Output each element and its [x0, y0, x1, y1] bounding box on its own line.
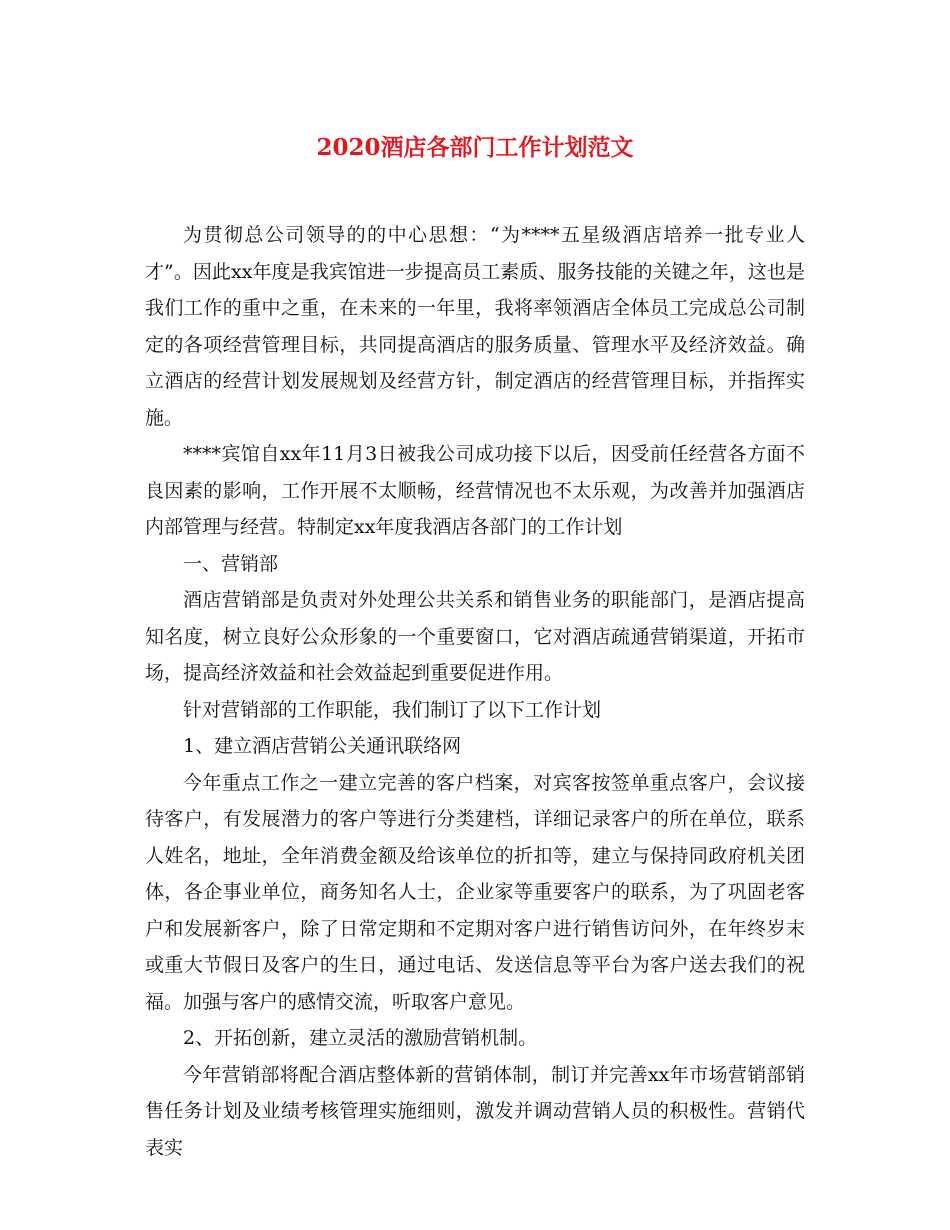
subheading-2: 2、开拓创新，建立灵活的激励营销机制。 [183, 1027, 538, 1049]
paragraph-plan-intro: 针对营销部的工作职能，我们制订了以下工作计划 [183, 698, 602, 721]
paragraph-marketing-role: 酒店营销部是负责对外处理公共关系和销售业务的职能部门，是酒店提高知名度，树立良好公众形象的一个重要窗口，它对酒店疏通营销渠道，开拓市场，提高经济效益和社会效益起到重要促进作用。 [145, 589, 805, 684]
document-body [145, 217, 805, 1166]
subheading-1: 1、建立酒店营销公关通讯联络网 [183, 735, 462, 757]
paragraph-customer-files: 今年重点工作之一建立完善的客户档案，对宾客按签单重点客户，会议接待客户，有发展潜力的客户等进行分类建档，详细记录客户的所在单位，联系人姓名，地址，全年消费金额及给该单位的折扣等，建立与保持同政府机关团体，各企事业单位，商务知名人士，企业家等重要客户的联系，为了巩固老客户和发展新客户，除了日常定期和不定期对客户进行销售访问外，在年终岁末或重大节假日及客户的生日，通过电话、发送信息等平台为客户送去我们的祝福。加强与客户的感情交流，听取客户意见。 [145, 771, 805, 1013]
paragraph-incentive: 今年营销部将配合酒店整体新的营销体制，制订并完善xx年市场营销部销售任务计划及业绩考核管理实施细则，激发并调动营销人员的积极性。营销代表实 [145, 1063, 805, 1159]
paragraph-background: ****宾馆自xx年11月3日被我公司成功接下以后，因受前任经营各方面不良因素的影响，工作开展不太顺畅，经营情况也不太乐观，为改善并加强酒店内部管理与经营。特制定xx年度我酒店各部门的工作计划 [145, 443, 805, 538]
document-title: 2020酒店各部门工作计划范文 [316, 134, 634, 161]
paragraph-intro: 为贯彻总公司领导的的中心思想：“为****五星级酒店培养一批专业人才”。因此xx年度是我宾馆进一步提高员工素质、服务技能的关键之年，这也是我们工作的重中之重，在未来的一年里，我将率领酒店全体员工完成总公司制定的各项经营管理目标，共同提高酒店的服务质量、管理水平及经济效益。确立酒店的经营计划发展规划及经营方针，制定酒店的经营管理目标，并指挥实施。 [145, 224, 805, 429]
section-heading-marketing: 一、营销部 [183, 552, 279, 575]
